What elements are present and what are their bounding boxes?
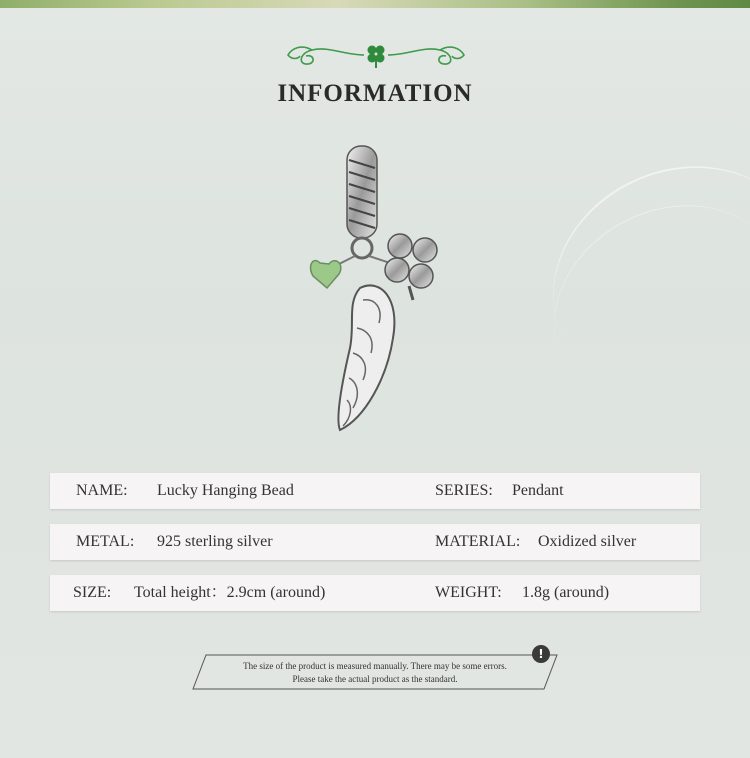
material-label: MATERIAL: xyxy=(435,533,521,550)
spec-row-size-weight xyxy=(50,575,700,611)
notice-line-1: The size of the product is measured manually. There may be some errors. xyxy=(243,661,507,671)
notice-text xyxy=(192,660,558,686)
clover-ornament-icon xyxy=(284,38,468,72)
weight-label: WEIGHT: xyxy=(435,584,502,601)
size-label: SIZE: xyxy=(73,584,112,601)
name-value: Lucky Hanging Bead xyxy=(157,482,294,499)
spec-row-metal-material xyxy=(50,524,700,560)
pendant-product-image xyxy=(305,138,455,438)
spec-row-name-series xyxy=(50,473,700,509)
weight-value: 1.8g (around) xyxy=(522,584,610,601)
metal-label: METAL: xyxy=(76,533,135,550)
material-value: Oxidized silver xyxy=(538,533,637,550)
measurement-notice xyxy=(192,654,558,690)
size-value: Total height：2.9cm (around) xyxy=(134,584,326,601)
notice-line-2: Please take the actual product as the standard. xyxy=(292,674,458,684)
name-label: NAME: xyxy=(76,482,128,499)
top-banner-strip xyxy=(0,0,750,8)
exclamation-icon: ! xyxy=(532,645,550,663)
series-label: SERIES: xyxy=(435,482,493,499)
metal-value: 925 sterling silver xyxy=(157,533,273,550)
page-title: INFORMATION xyxy=(277,80,473,107)
series-value: Pendant xyxy=(512,482,564,499)
